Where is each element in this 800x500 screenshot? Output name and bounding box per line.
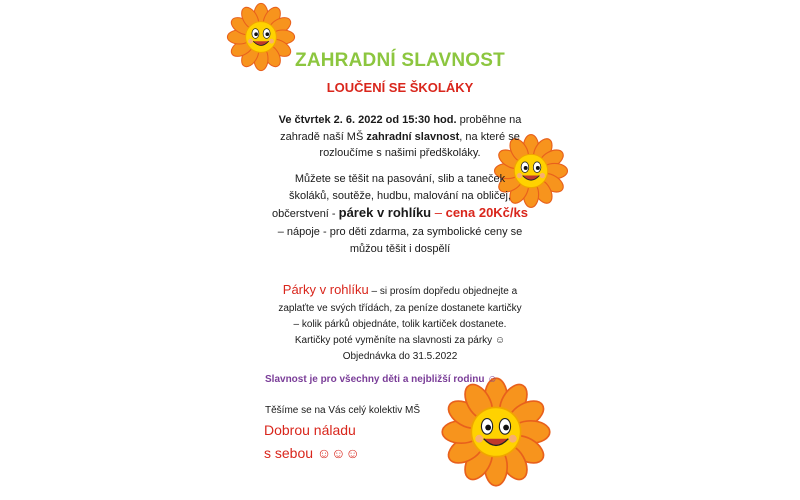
para3-line1-text: – si prosím dopředu objednejte a: [368, 286, 518, 297]
para1-line2: [0, 129, 800, 145]
para2-line5: můžou těšit i dospělí: [349, 243, 451, 255]
event-name: zahradní slavnost: [366, 131, 460, 143]
flower-face: [471, 407, 520, 456]
flower-cheek: [248, 39, 253, 44]
flower-cheek: [475, 435, 483, 443]
wish-line-1: Dobrou náladu: [264, 422, 356, 438]
para1-line3: rozloučíme s našimi předškoláky.: [319, 147, 481, 159]
para2-refreshments-text: občerstvení -: [272, 208, 339, 220]
flower-cheek: [269, 39, 274, 44]
para2-line2: školáků, soutěže, hudbu, malování na obličej,: [289, 190, 511, 202]
hotdog-label: párek v rohlíku: [338, 205, 432, 220]
wish-line-2: s sebou ☺☺☺: [264, 445, 360, 461]
order-deadline: Objednávka do 31.5.2022: [342, 351, 458, 362]
para2-line1: Můžete se těšit na pasování, slib a taneček: [294, 173, 506, 185]
para2-dash: –: [431, 205, 446, 220]
hotdog-heading: Párky v rohlíku: [282, 282, 369, 297]
flower-pupil: [265, 32, 269, 36]
para3-line1: [0, 282, 800, 300]
para2-line4: – nápoje - pro děti zdarma, za symbolické ceny se: [277, 226, 523, 238]
para1-line1: [0, 112, 800, 128]
everyone-welcome-line: Slavnost je pro všechny děti a nejbližší rodinu ☺: [265, 374, 498, 385]
para3-line4: Kartičky poté vyměníte na slavnosti za párky ☺: [294, 335, 506, 346]
price-label: cena 20Kč/ks: [445, 205, 528, 220]
flower-pupil: [485, 425, 491, 431]
page-title: ZAHRADNÍ SLAVNOST: [295, 50, 505, 71]
flower-pupil: [536, 166, 540, 170]
flower-pupil: [254, 32, 258, 36]
para1-line2-text-b: , na které se: [459, 131, 520, 143]
smiling-flower-icon: [440, 376, 552, 488]
para3-line3: – kolik párků objednáte, tolik kartiček dostanete.: [293, 319, 507, 330]
event-date: Ve čtvrtek 2. 6. 2022 od 15:30 hod.: [278, 114, 457, 126]
para1-line1-text: proběhne na: [456, 114, 522, 126]
para1-line2-text-a: zahradě naší MŠ: [280, 131, 367, 143]
flower-face: [246, 22, 277, 53]
para2-line3: [0, 205, 800, 222]
page-subtitle: LOUČENÍ SE ŠKOLÁKY: [326, 80, 474, 95]
flower-pupil: [503, 425, 509, 431]
flower-pupil: [524, 166, 528, 170]
flower-cheek: [509, 435, 517, 443]
closing-line: Těšíme se na Vás celý kolektiv MŠ: [265, 405, 421, 416]
para3-line2: zaplaťte ve svých třídách, za peníze dostanete kartičky: [278, 303, 522, 314]
